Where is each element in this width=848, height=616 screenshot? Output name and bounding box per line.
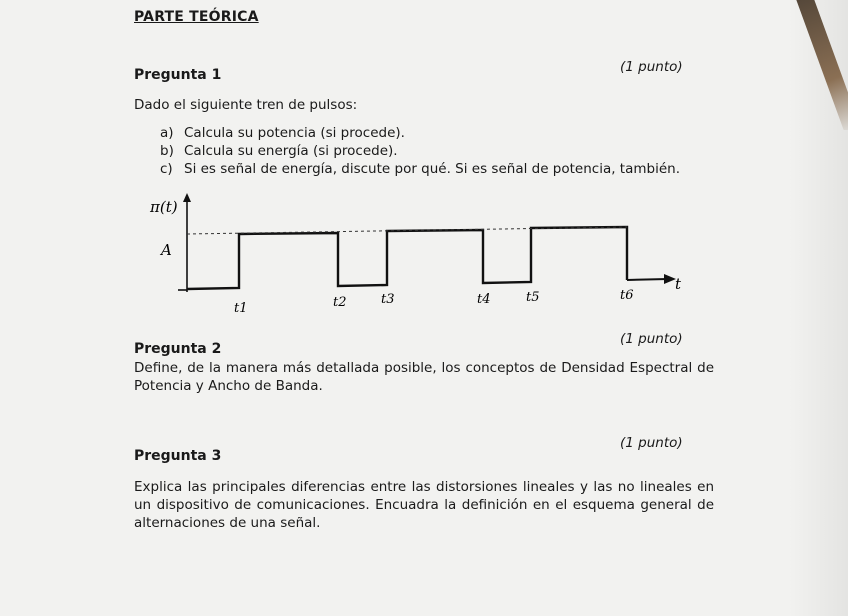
tick-label-t3: t3 — [381, 292, 395, 307]
x-axis — [627, 279, 668, 280]
x-axis-label: t — [675, 275, 682, 293]
tick-label-t6: t6 — [620, 288, 634, 303]
question-1-points: (1 punto) — [620, 59, 683, 75]
question-3-title: Pregunta 3 — [134, 448, 222, 464]
tick-label-t4: t4 — [477, 292, 491, 307]
question-2-title: Pregunta 2 — [134, 341, 222, 357]
y-axis-arrow — [183, 193, 191, 202]
tick-label-t1: t1 — [234, 301, 248, 316]
tick-label-t5: t5 — [526, 290, 540, 305]
item-label: a) — [160, 125, 174, 141]
item-text: Calcula su potencia (si procede). — [184, 125, 405, 141]
y-axis-label: π(t) — [150, 198, 178, 216]
section-title: PARTE TEÓRICA — [134, 9, 259, 25]
item-text: Si es señal de energía, discute por qué. Si es señal de potencia, también. — [184, 161, 680, 177]
question-1-intro: Dado el siguiente tren de pulsos: — [134, 97, 358, 113]
item-label: c) — [160, 161, 173, 177]
amplitude-label: A — [161, 241, 172, 259]
question-2-text: Define, de la manera más detallada posible, los conceptos de Densidad Espectral de Potencia y Ancho de Banda. — [134, 360, 714, 394]
question-1-title: Pregunta 1 — [134, 67, 222, 83]
pulse-signal — [187, 227, 627, 289]
question-2-points: (1 punto) — [620, 331, 683, 347]
item-label: b) — [160, 143, 174, 159]
tick-label-t2: t2 — [333, 295, 347, 310]
question-3-points: (1 punto) — [620, 435, 683, 451]
question-3-text: Explica las principales diferencias entre las distorsiones lineales y las no lineales en un dispositivo de comunicaciones. Encuadra la definición en el esquema general de alternaciones de una señal. — [134, 479, 714, 531]
item-text: Calcula su energía (si procede). — [184, 143, 398, 159]
